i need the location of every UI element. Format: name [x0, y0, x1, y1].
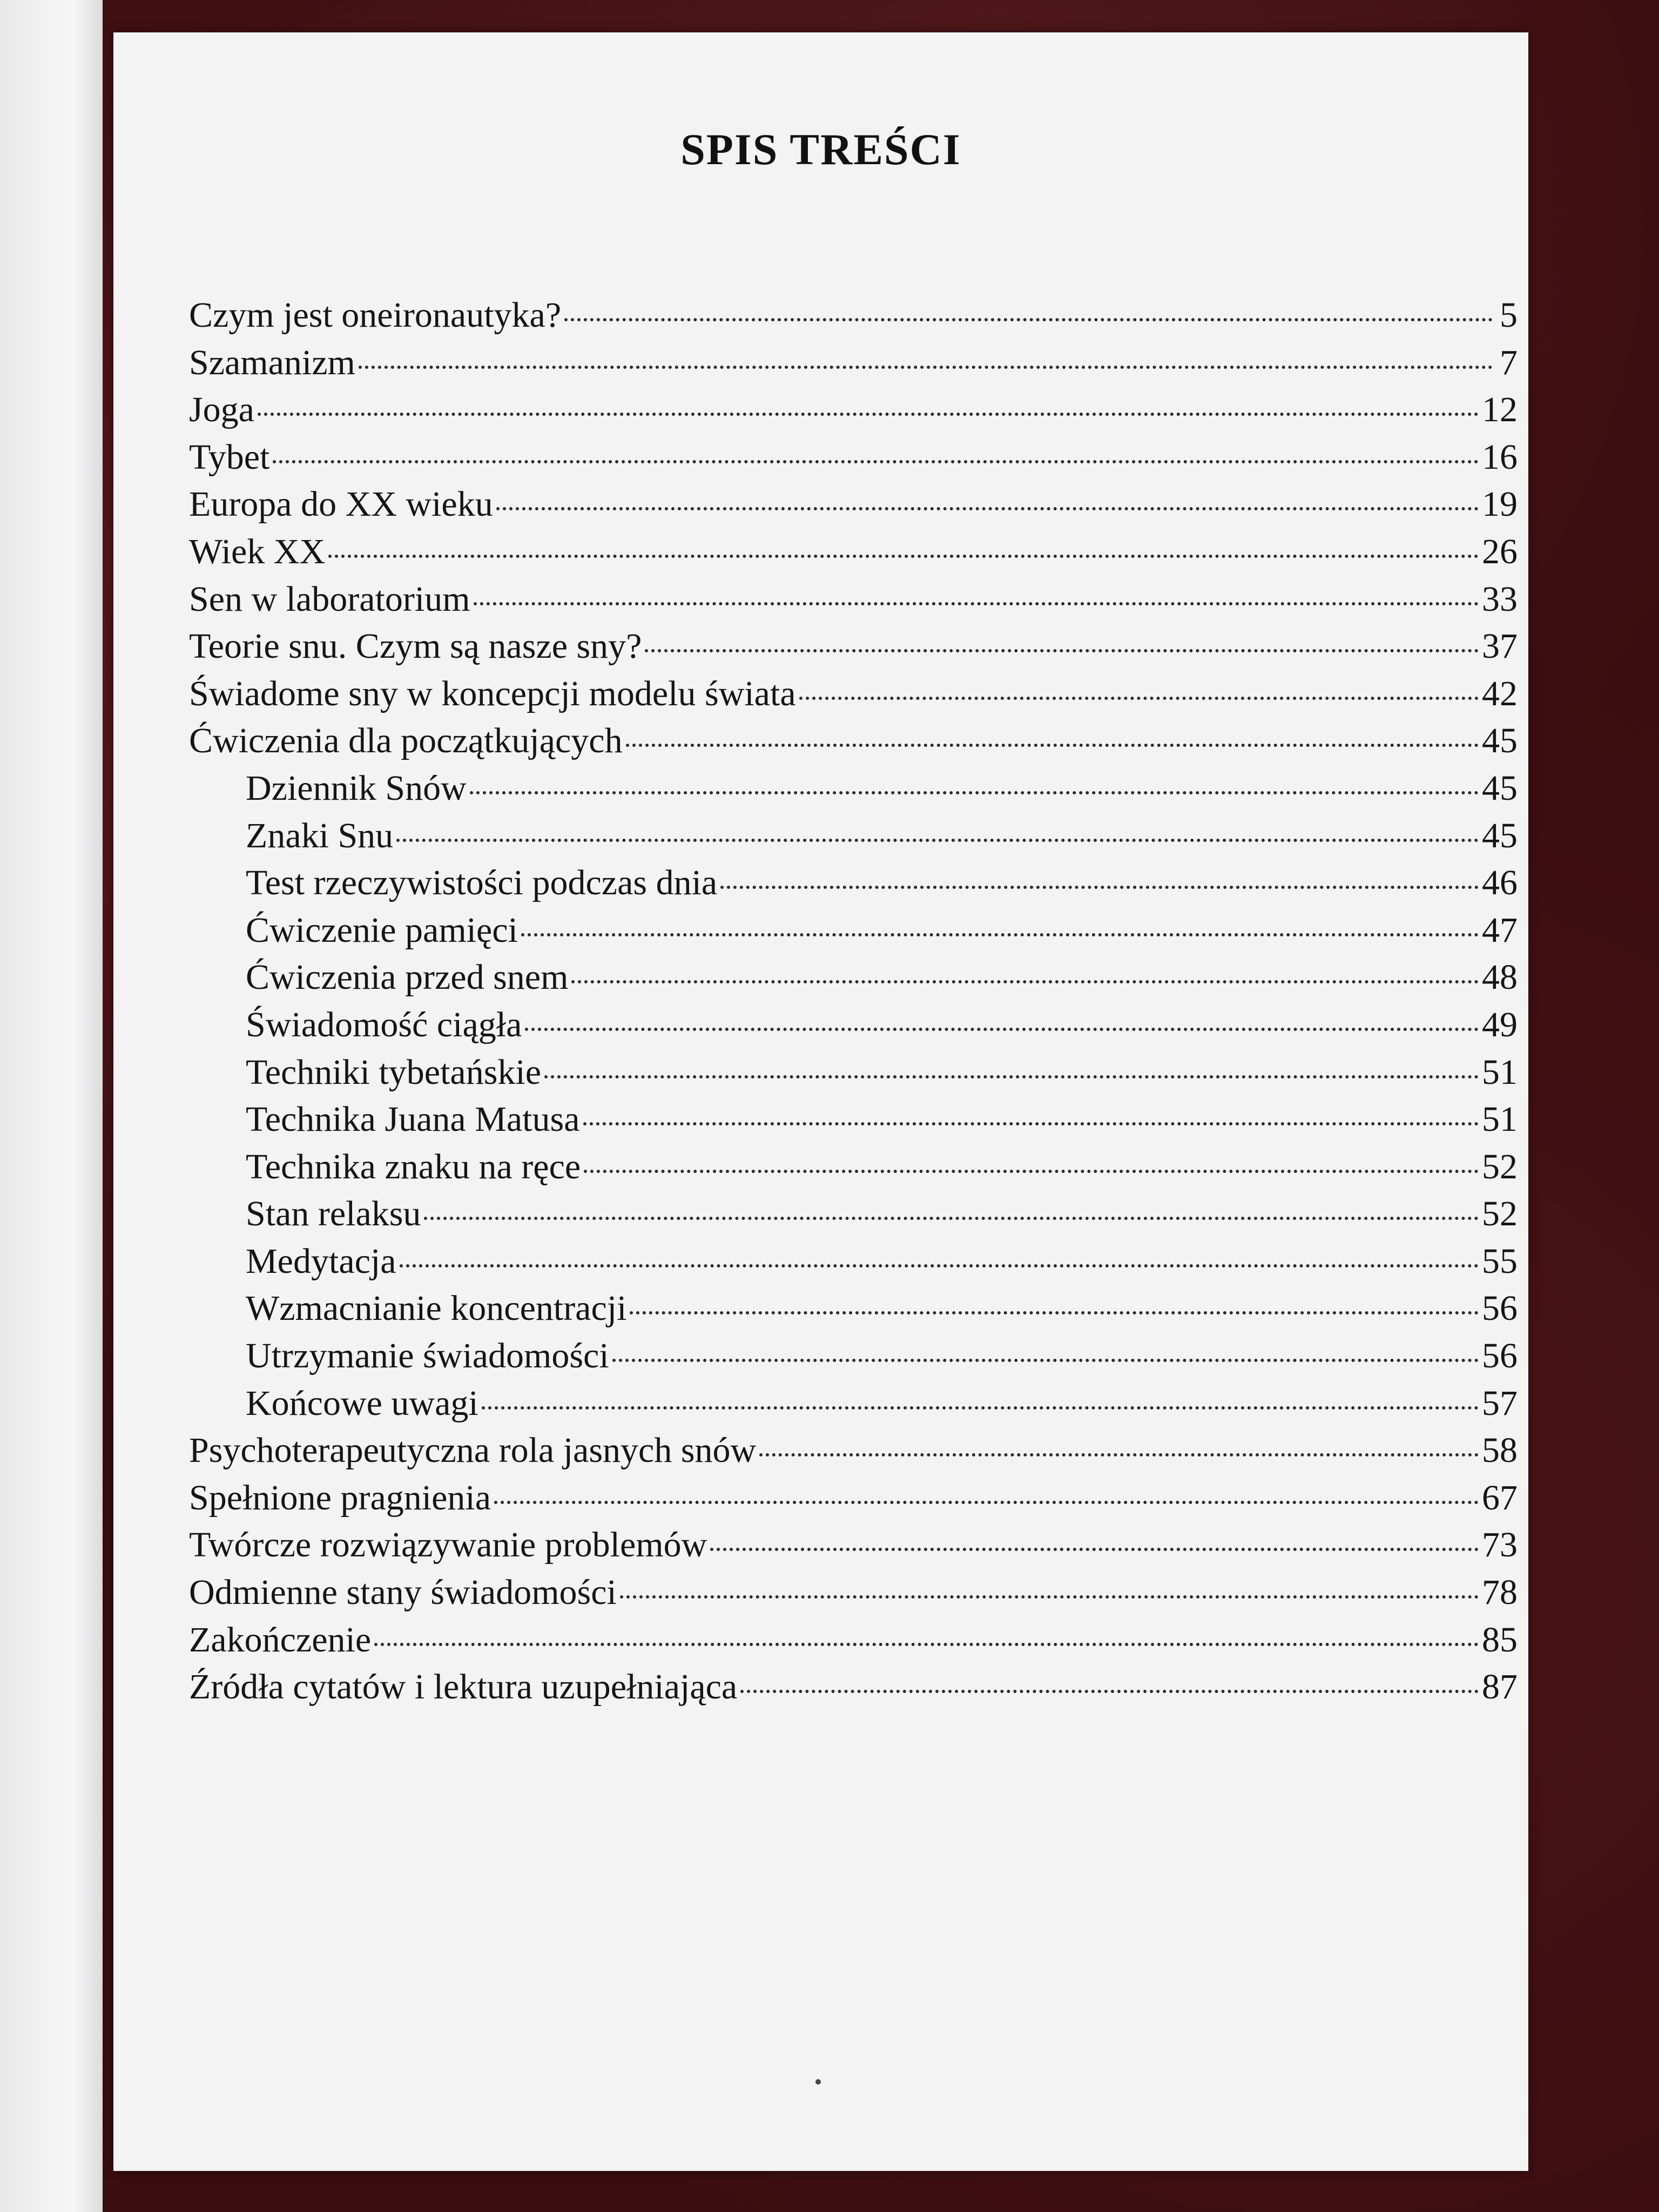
toc-entry-title: Twórcze rozwiązywanie problemów — [189, 1525, 707, 1565]
toc-entry — [189, 434, 1518, 481]
toc-entry-page-number: 78 — [1482, 1573, 1518, 1613]
toc-entry-page-number: 85 — [1482, 1620, 1518, 1660]
toc-entry-title: Świadome sny w koncepcji modelu świata — [189, 673, 796, 713]
toc-entry — [189, 717, 1518, 765]
dot-leader — [544, 1075, 1479, 1078]
toc-entry-title: Świadomość ciągła — [246, 1004, 522, 1044]
table-of-contents — [189, 292, 1518, 1711]
toc-entry — [189, 907, 1518, 954]
dot-leader — [496, 507, 1479, 510]
toc-entry — [189, 1143, 1518, 1191]
dot-leader — [571, 980, 1479, 983]
toc-entry-title: Psychoterapeutyczna rola jasnych snów — [189, 1431, 757, 1471]
toc-entry — [189, 1380, 1518, 1427]
toc-entry — [189, 1001, 1518, 1049]
toc-entry-title: Sen w laboratorium — [189, 579, 470, 619]
dot-leader — [645, 649, 1479, 652]
toc-entry-page-number: 55 — [1482, 1241, 1518, 1281]
toc-entry — [189, 1474, 1518, 1522]
toc-entry — [189, 1190, 1518, 1238]
toc-entry-title: Dziennik Snów — [246, 768, 467, 808]
dot-leader — [612, 1359, 1479, 1362]
toc-entry — [189, 1049, 1518, 1096]
toc-entry — [189, 292, 1518, 339]
dot-leader — [396, 839, 1479, 842]
toc-entry-page-number: 67 — [1482, 1478, 1518, 1518]
dot-leader — [620, 1595, 1479, 1599]
dot-leader — [424, 1217, 1479, 1220]
toc-entry-title: Technika Juana Matusa — [246, 1100, 580, 1139]
toc-entry-title: Teorie snu. Czym są nasze sny? — [189, 626, 642, 666]
toc-entry-page-number: 33 — [1482, 579, 1518, 619]
toc-entry-title: Ćwiczenie pamięci — [246, 910, 518, 950]
toc-entry-title: Spełnione pragnienia — [189, 1478, 491, 1518]
toc-entry-page-number: 57 — [1482, 1383, 1518, 1423]
toc-entry-title: Źródła cytatów i lektura uzupełniająca — [189, 1667, 738, 1707]
dot-leader — [626, 744, 1479, 747]
toc-entry-page-number: 48 — [1482, 957, 1518, 997]
dot-leader — [799, 697, 1479, 700]
toc-entry — [189, 386, 1518, 434]
toc-entry-title: Znaki Snu — [246, 815, 394, 855]
toc-entry — [189, 339, 1518, 387]
toc-entry-title: Joga — [189, 390, 254, 430]
toc-entry-title: Techniki tybetańskie — [246, 1052, 542, 1092]
dot-leader — [494, 1501, 1479, 1504]
toc-entry — [189, 1238, 1518, 1285]
toc-entry — [189, 670, 1518, 718]
dot-leader — [400, 1264, 1479, 1267]
toc-entry — [189, 576, 1518, 623]
toc-entry-title: Szamanizm — [189, 342, 355, 382]
dot-leader — [328, 555, 1479, 558]
facing-page-edge — [0, 0, 103, 2212]
toc-entry-title: Odmienne stany świadomości — [189, 1573, 617, 1613]
toc-entry — [189, 528, 1518, 576]
print-speck — [815, 2079, 821, 2085]
toc-entry-page-number: 26 — [1482, 531, 1518, 571]
toc-entry-title: Końcowe uwagi — [246, 1383, 478, 1423]
toc-entry-title: Technika znaku na ręce — [246, 1147, 581, 1186]
page-title: SPIS TREŚCI — [680, 125, 961, 174]
dot-leader — [720, 886, 1479, 889]
toc-entry — [189, 1332, 1518, 1380]
dot-leader — [630, 1311, 1479, 1314]
toc-entry — [189, 1427, 1518, 1474]
toc-entry-page-number: 7 — [1500, 342, 1518, 382]
dot-leader — [482, 1406, 1479, 1410]
toc-entry-title: Medytacja — [246, 1241, 396, 1281]
toc-entry-page-number: 47 — [1482, 910, 1518, 950]
toc-entry-title: Zakończenie — [189, 1620, 372, 1660]
toc-entry-page-number: 56 — [1482, 1336, 1518, 1376]
dot-leader — [470, 791, 1479, 794]
toc-entry-page-number: 19 — [1482, 484, 1518, 524]
toc-entry-title: Tybet — [189, 437, 270, 477]
toc-entry-page-number: 52 — [1482, 1147, 1518, 1186]
dot-leader — [564, 318, 1493, 321]
toc-entry — [189, 812, 1518, 860]
toc-entry-page-number: 58 — [1482, 1431, 1518, 1471]
toc-entry — [189, 1569, 1518, 1616]
toc-entry — [189, 954, 1518, 1001]
toc-entry-page-number: 87 — [1482, 1667, 1518, 1707]
dot-leader — [521, 933, 1479, 936]
toc-entry-page-number: 45 — [1482, 815, 1518, 855]
toc-entry — [189, 765, 1518, 812]
toc-entry — [189, 1096, 1518, 1143]
dot-leader — [583, 1122, 1479, 1125]
toc-entry-page-number: 42 — [1482, 673, 1518, 713]
toc-entry-title: Utrzymanie świadomości — [246, 1336, 609, 1376]
toc-entry-page-number: 52 — [1482, 1194, 1518, 1234]
toc-entry-title: Wzmacnianie koncentracji — [246, 1289, 627, 1328]
toc-entry — [189, 1285, 1518, 1332]
toc-entry-page-number: 51 — [1482, 1100, 1518, 1139]
toc-entry — [189, 1521, 1518, 1569]
dot-leader — [525, 1028, 1479, 1031]
toc-entry-page-number: 5 — [1500, 295, 1518, 335]
dot-leader — [740, 1690, 1479, 1693]
dot-leader — [584, 1170, 1479, 1173]
dot-leader — [759, 1453, 1479, 1456]
toc-entry-title: Test rzeczywistości podczas dnia — [246, 863, 718, 903]
toc-entry-page-number: 56 — [1482, 1289, 1518, 1328]
toc-entry — [189, 623, 1518, 670]
toc-entry-page-number: 49 — [1482, 1004, 1518, 1044]
dot-leader — [374, 1643, 1479, 1646]
toc-entry-page-number: 16 — [1482, 437, 1518, 477]
toc-entry-page-number: 51 — [1482, 1052, 1518, 1092]
toc-entry — [189, 1663, 1518, 1711]
toc-entry-title: Wiek XX — [189, 531, 326, 571]
dot-leader — [710, 1548, 1479, 1551]
toc-entry-page-number: 46 — [1482, 863, 1518, 903]
toc-entry-title: Czym jest oneironautyka? — [189, 295, 562, 335]
toc-entry — [189, 481, 1518, 528]
toc-entry-page-number: 73 — [1482, 1525, 1518, 1565]
toc-entry-title: Stan relaksu — [246, 1194, 421, 1234]
dot-leader — [273, 460, 1479, 463]
toc-entry — [189, 1616, 1518, 1664]
dot-leader — [474, 602, 1479, 605]
toc-entry-title: Ćwiczenia dla początkujących — [189, 721, 623, 761]
dot-leader — [359, 366, 1493, 369]
toc-entry-page-number: 45 — [1482, 768, 1518, 808]
toc-entry-page-number: 37 — [1482, 626, 1518, 666]
dot-leader — [258, 413, 1479, 416]
book-page — [113, 32, 1528, 2171]
toc-entry-page-number: 45 — [1482, 721, 1518, 761]
toc-entry-title: Ćwiczenia przed snem — [246, 957, 569, 997]
toc-entry-title: Europa do XX wieku — [189, 484, 493, 524]
toc-entry — [189, 859, 1518, 907]
toc-entry-page-number: 12 — [1482, 390, 1518, 430]
